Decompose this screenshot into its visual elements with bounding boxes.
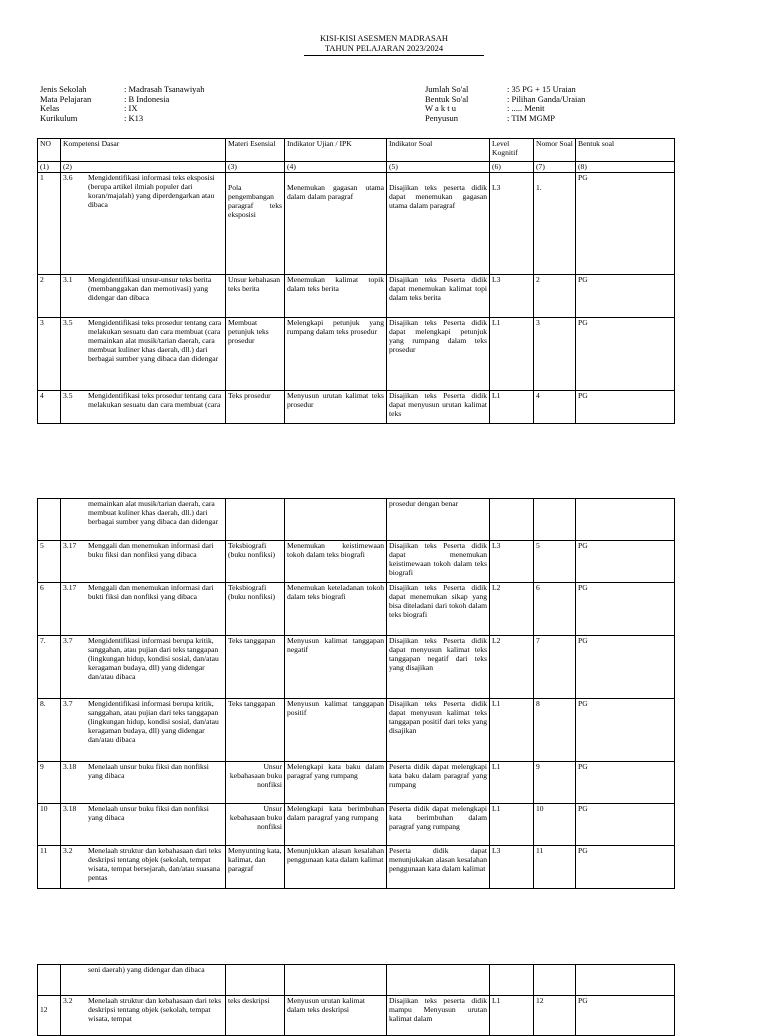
cell-level: L1 [490,804,534,846]
number-cell: (4) [285,162,387,173]
cell-nomor: 1. [534,173,576,275]
kd-text: Menggali dan menemukan informasi dari bukti fiksi dan nonfiksi yang dibaca [88,583,214,601]
kd-text: memainkan alat musik/tarian daerah, cara membuat kuliner khas daerah, dll.) dari berbagai sumber yang dibaca dan didengar [88,499,219,526]
cell-kd [61,804,226,846]
cell-nomor: 8 [534,699,576,762]
table-header-row [38,139,675,162]
info-value: : TIM MGMP [507,112,556,123]
cell-soal: Disajikan teks Peserta didik dapat menyusun kalimat teks tanggapan negatif dari teks yang disajikan [387,636,490,699]
cell-materi: Unsur kebahasaan buku nonfiksi [226,762,285,804]
document-subtitle: TAHUN PELAJARAN 2023/2024 [324,43,444,53]
cell-kd [61,318,226,391]
cell-no: 5 [38,541,61,583]
header-cell: Indikator Ujian / IPK [285,139,387,162]
cell-soal: Disajikan teks Peserta didik dapat menemukan kalimat topi dalam teks berita [387,275,490,318]
kd-text: Menelaah unsur buku fiksi dan nonfiksi yang dibaca [88,804,209,822]
info-label: Jumlah So'al [425,84,469,94]
kd-code: 3.17 [63,583,77,592]
cell-ipk: Melengkapi kata berimbuhan dalam paragraf yang rumpang [285,804,387,846]
table-row-continued [38,965,675,996]
kd-text: Mengidentifikasi informasi berupa kritik, sanggahan, atau pujian dari teks tanggapan (lingkungan hidup, kondisi sosial, dan/atau keragaman budaya, dll) yang didengar dan/atau dibaca [88,699,219,744]
cell-ipk [285,965,387,996]
cell-ipk: Menyusun urutan kalimat dalam teks deskripsi [285,996,387,1036]
cell-level: L1 [490,762,534,804]
cell-level [490,499,534,541]
cell-nomor: 9 [534,762,576,804]
info-right [425,85,585,123]
cell-kd [61,275,226,318]
cell-ipk: Menyusun kalimat tanggapan positif [285,699,387,762]
table-row [38,275,675,318]
cell-kd [61,391,226,424]
cell-nomor: 2 [534,275,576,318]
title-underline [304,55,484,56]
cell-bentuk [576,499,675,541]
cell-bentuk [576,965,675,996]
cell-ipk: Melengkapi kata baku dalam paragraf yang rumpang [285,762,387,804]
table-row-continued [38,499,675,541]
kd-code: 3.2 [63,846,73,855]
kd-code: 3.7 [63,636,73,645]
cell-materi: Teks prosedur [226,391,285,424]
cell-nomor [534,965,576,996]
cell-nomor [534,499,576,541]
kd-code: 3.2 [63,996,73,1005]
table-row [38,583,675,636]
number-cell: (3) [226,162,285,173]
cell-level: L3 [490,541,534,583]
cell-materi: teks deskripsi [226,996,285,1036]
header-cell: Kompetensi Dasar [61,139,226,162]
cell-kd [61,541,226,583]
cell-bentuk: PG [576,583,675,636]
cell-kd [61,762,226,804]
cell-level: L1 [490,318,534,391]
cell-soal: Disajikan teks Peserta didik dapat menyusun kalimat teks tanggapan positif dari teks yang disajikan [387,699,490,762]
cell-ipk: Menemukan keistimewaan tokoh dalam teks biografi [285,541,387,583]
info-value: : B Indonesia [124,93,170,104]
cell-level: L3 [490,173,534,275]
kd-code: 3.1 [63,275,73,284]
cell-no: 2 [38,275,61,318]
cell-no: 12 [38,996,61,1036]
cell-kd [61,583,226,636]
info-label: Bentuk So'al [425,93,469,104]
cell-soal: Disajikan teks Peserta didik dapat melengkapi petunjuk yang rumpang dalam teks prosedur [387,318,490,391]
header-cell: Level Kognitif [490,139,534,162]
cell-no: 7. [38,636,61,699]
kd-text: Mengidentifikasi unsur-unsur teks berita (membanggakan dan memotivasi) yang didengar dan dibaca [88,275,212,302]
info-value: : ..... Menit [507,103,545,114]
kd-code: 3.5 [63,391,73,400]
cell-level: L3 [490,275,534,318]
cell-kd [61,965,226,996]
kd-code: 3.18 [63,804,77,813]
cell-soal: Peserta didik dapat menunjukakan alasan kesalahan penggunaan kata dalam kalimat [387,846,490,889]
cell-nomor: 10 [534,804,576,846]
number-cell: (6) [490,162,534,173]
info-value: : IX [124,103,138,114]
number-cell: (2) [61,162,226,173]
number-cell: (8) [576,162,675,173]
info-label: Kurikulum [40,112,78,123]
cell-soal: Disajikan teks Peserta didik dapat menyusun urutan kalimat teks [387,391,490,424]
cell-no: 1 [38,173,61,275]
cell-kd [61,499,226,541]
kisi-kisi-table-3 [37,964,675,1036]
info-label: Kelas [40,103,60,114]
kd-text: Menggali dan menemukan informasi dari buku fiksi dan nonfiksi yang dibaca [88,541,214,559]
cell-bentuk: PG [576,541,675,583]
table-row [38,391,675,424]
cell-soal: Disajikan teks peserta didik dapat menemukan gagasan utama dalam paragraf [387,173,490,275]
info-label: Jenis Sekolah [40,84,87,94]
cell-nomor: 7 [534,636,576,699]
cell-bentuk: PG [576,804,675,846]
cell-kd [61,173,226,275]
cell-soal: Peserta didik dapat melengkapi kata berimbuhan dalam paragraf yang rumpang [387,804,490,846]
cell-bentuk: PG [576,636,675,699]
header-cell: Indikator Soal [387,139,490,162]
kisi-kisi-table-2 [37,498,675,889]
cell-kd [61,846,226,889]
info-value: : K13 [124,112,144,123]
cell-level: L3 [490,846,534,889]
cell-no [38,965,61,996]
cell-level: L1 [490,391,534,424]
table-row [38,318,675,391]
cell-bentuk: PG [576,275,675,318]
kisi-kisi-table-1 [37,138,675,424]
cell-bentuk: PG [576,173,675,275]
kd-text: Mengidentifikasi informasi teks eksposisi (berupa artikel ilmiah populer dari koran/majalah) yang diperdengarkan atau dibaca [88,173,215,209]
cell-level: L1 [490,996,534,1036]
table-row [38,636,675,699]
number-cell: (7) [534,162,576,173]
cell-bentuk: PG [576,846,675,889]
cell-ipk: Menyusun urutan kalimat teks prosedur [285,391,387,424]
cell-nomor: 6 [534,583,576,636]
kd-text: Mengidentifikasi teks prosedur tentang cara melakukan sesuatu dan cara membuat (cara [88,391,222,409]
cell-no: 10 [38,804,61,846]
cell-soal: Disajikan teks peserta didik mampu Menyusun urutan kalimat dalam [387,996,490,1036]
cell-bentuk: PG [576,391,675,424]
cell-level [490,965,534,996]
header-cell: NO [38,139,61,162]
number-cell: (1) [38,162,61,173]
cell-no: 9 [38,762,61,804]
cell-no: 4 [38,391,61,424]
cell-ipk [285,499,387,541]
kd-text: Menelaah struktur dan kebahasaan dari teks deskripsi tentang objek (sekolah, tempat wisata, tempat [88,996,222,1023]
table-row [38,173,675,275]
kd-code: 3.6 [63,173,73,182]
cell-no: 11 [38,846,61,889]
info-value: : Pilihan Ganda/Uraian [507,93,586,104]
cell-soal: Peserta didik dapat melengkapi kata baku dalam paragraf yang rumpang [387,762,490,804]
table-row [38,804,675,846]
cell-nomor: 5 [534,541,576,583]
document-title: KISI-KISI ASESMEN MADRASAH [320,33,448,43]
cell-materi [226,499,285,541]
cell-nomor: 3 [534,318,576,391]
cell-materi: Membuat petunjuk teks prosedur [226,318,285,391]
cell-soal: prosedur dengan benar [387,499,490,541]
table-row [38,699,675,762]
cell-materi: Teks tanggapan [226,636,285,699]
kd-text: Menelaah struktur dan kebahasaan dari teks deskripsi tentang objek (sekolah, tempat wisata, tempat bersejarah, dan/atau suasana pentas [88,846,222,882]
kd-text: Menelaah unsur buku fiksi dan nonfiksi yang dibaca [88,762,209,780]
cell-materi: Teks tanggapan [226,699,285,762]
header-cell: Bentuk soal [576,139,675,162]
cell-bentuk: PG [576,318,675,391]
kd-code: 3.17 [63,541,77,550]
cell-nomor: 4 [534,391,576,424]
cell-ipk: Menunjukkan alasan kesalahan penggunaan kata dalam kalimat [285,846,387,889]
table-row [38,541,675,583]
cell-materi: Pola pengembangan paragraf teks eksposisi [226,173,285,275]
table-row [38,762,675,804]
cell-materi: Menyunting kata, kalimat, dan paragraf [226,846,285,889]
info-left [40,85,204,123]
kd-code: 3.5 [63,318,73,327]
cell-materi: Unsur kebahasaan buku nonfiksi [226,804,285,846]
cell-materi: Teksbiografi (buku nonfiksi) [226,583,285,636]
kd-text: Mengidentifikasi informasi berupa kritik, sanggahan, atau pujian dari teks tanggapan (lingkungan hidup, kondisi sosial, dan/atau keragaman budaya, dll) yang didengar dan/atau dibaca [88,636,219,681]
cell-no: 3 [38,318,61,391]
cell-soal [387,965,490,996]
cell-materi [226,965,285,996]
cell-level: L2 [490,583,534,636]
cell-level: L2 [490,636,534,699]
cell-no [38,499,61,541]
cell-soal: Disajikan teks Peserta didik dapat menemukan keistimewaan tokoh dalam teks biografi [387,541,490,583]
cell-nomor: 11 [534,846,576,889]
table-number-row [38,162,675,173]
info-label: Penyusun [425,112,459,123]
cell-ipk: Menemukan kalimat topik dalam teks berita [285,275,387,318]
table-row [38,996,675,1036]
cell-kd [61,699,226,762]
cell-no: 6 [38,583,61,636]
header-cell: Materi Esensial [226,139,285,162]
cell-soal: Disajikan teks Peserta didik dapat menemukan sikap yang bisa diteladani dari tokoh dalam teks biografi [387,583,490,636]
cell-bentuk: PG [576,996,675,1036]
cell-no: 8. [38,699,61,762]
cell-nomor: 12 [534,996,576,1036]
cell-materi: Teksbiografi (buku nonfiksi) [226,541,285,583]
cell-ipk: Menemukan gagasan utama dalam dalam paragraf [285,173,387,275]
cell-bentuk: PG [576,699,675,762]
cell-ipk: Menyusun kalimat tanggapan negatif [285,636,387,699]
number-cell: (5) [387,162,490,173]
cell-bentuk: PG [576,762,675,804]
kd-text: seni daerah) yang didengar dan dibaca [88,965,205,974]
kd-text: Mengidentifikasi teks prosedur tentang cara melakukan sesuatu dan cara membuat (cara memainkan alat musik/tarian daerah, cara membuat kuliner khas daerah, dll.) dari berbagai sumber yang dibaca dan didengar [88,318,222,363]
cell-ipk: Melengkapi petunjuk yang rumpang dalam teks prosedur [285,318,387,391]
cell-level: L1 [490,699,534,762]
table-row [38,846,675,889]
cell-kd [61,996,226,1036]
header-cell: Nomor Soal [534,139,576,162]
info-value: : 35 PG + 15 Uraian [507,84,576,94]
info-label: Mata Pelajaran [40,93,92,104]
info-label: W a k t u [425,103,457,114]
kd-code: 3.7 [63,699,73,708]
info-value: : Madrasah Tsanawiyah [124,84,205,94]
cell-materi: Unsur kebahasan teks berita [226,275,285,318]
kd-code: 3.18 [63,762,77,771]
cell-kd [61,636,226,699]
cell-ipk: Menemukan keteladanan tokoh dalam teks biografi [285,583,387,636]
